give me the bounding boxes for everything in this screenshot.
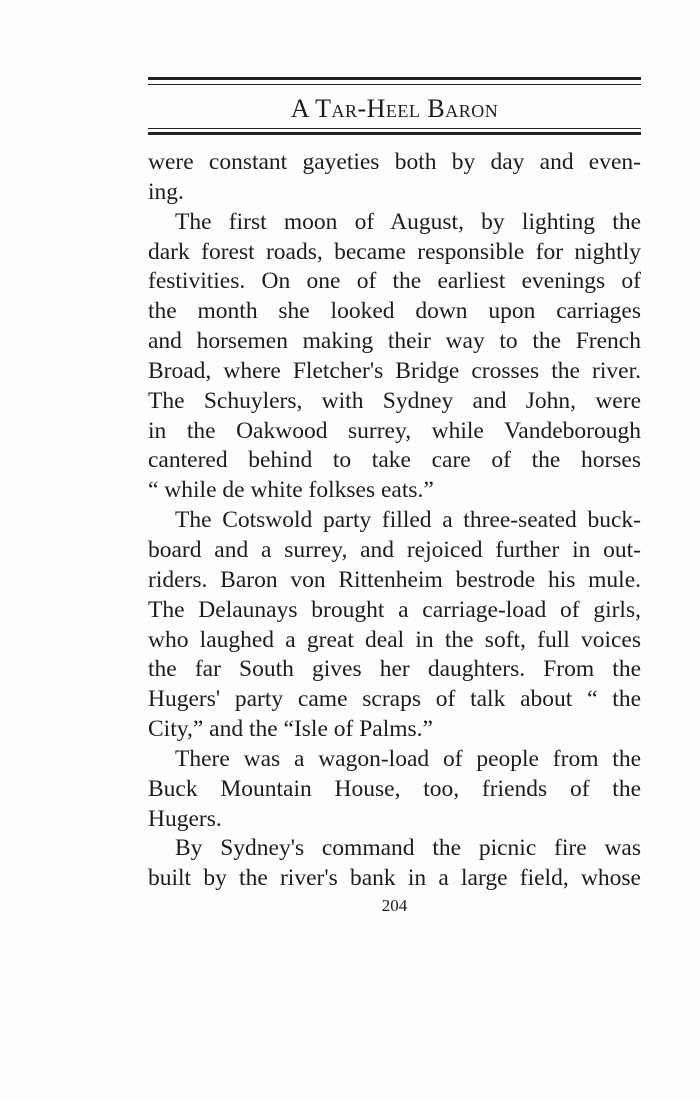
text-line: The Cotswold party filled a three-seated buck- — [175, 507, 641, 534]
text-line: cantered behind to take care of the horses — [148, 447, 641, 474]
text-line: Buck Mountain House, too, friends of the — [148, 775, 641, 802]
text-line: festivities. On one of the earliest evenings of — [148, 268, 641, 295]
text-line: Hugers. — [148, 805, 222, 832]
text-line: built by the river's bank in a large field, whose — [148, 865, 641, 892]
text-line: dark forest roads, became responsible for nightly — [148, 238, 641, 265]
text-line: The first moon of August, by lighting the — [175, 208, 641, 235]
text-line: riders. Baron von Rittenheim bestrode his mule. — [148, 566, 641, 593]
header-rule-bottom-thin — [148, 128, 641, 129]
text-line: the far South gives her daughters. From the — [148, 656, 641, 683]
text-line: and horsemen making their way to the French — [148, 328, 641, 355]
text-line: Hugers' party came scraps of talk about “ the — [148, 686, 641, 713]
text-line: were constant gayeties both by day and even- — [148, 149, 641, 175]
body-text — [148, 148, 641, 894]
text-line: City,” and the “Isle of Palms.” — [148, 716, 433, 743]
header-rule-top-thick — [148, 77, 641, 80]
text-line: The Delaunays brought a carriage-load of girls, — [148, 596, 641, 623]
text-line: in the Oakwood surrey, while Vandeborough — [148, 417, 641, 444]
text-line: “ while de white folkses eats.” — [148, 477, 434, 504]
text-line: who laughed a great deal in the soft, full voices — [148, 626, 641, 653]
header-rule-top-thin — [148, 84, 641, 85]
header-rule-bottom-thick — [148, 132, 641, 135]
text-line: the month she looked down upon carriages — [148, 298, 641, 325]
running-head: A Tar-Heel Baron — [290, 94, 499, 123]
text-line: The Schuylers, with Sydney and John, were — [148, 387, 641, 414]
text-line: board and a surrey, and rejoiced further in out- — [148, 536, 641, 563]
text-line: There was a wagon-load of people from the — [175, 745, 641, 772]
text-line: Broad, where Fletcher's Bridge crosses the river. — [148, 357, 641, 384]
text-line: By Sydney's command the picnic fire was — [175, 835, 641, 862]
text-line: ing. — [148, 178, 184, 205]
page-number: 204 — [381, 896, 408, 915]
